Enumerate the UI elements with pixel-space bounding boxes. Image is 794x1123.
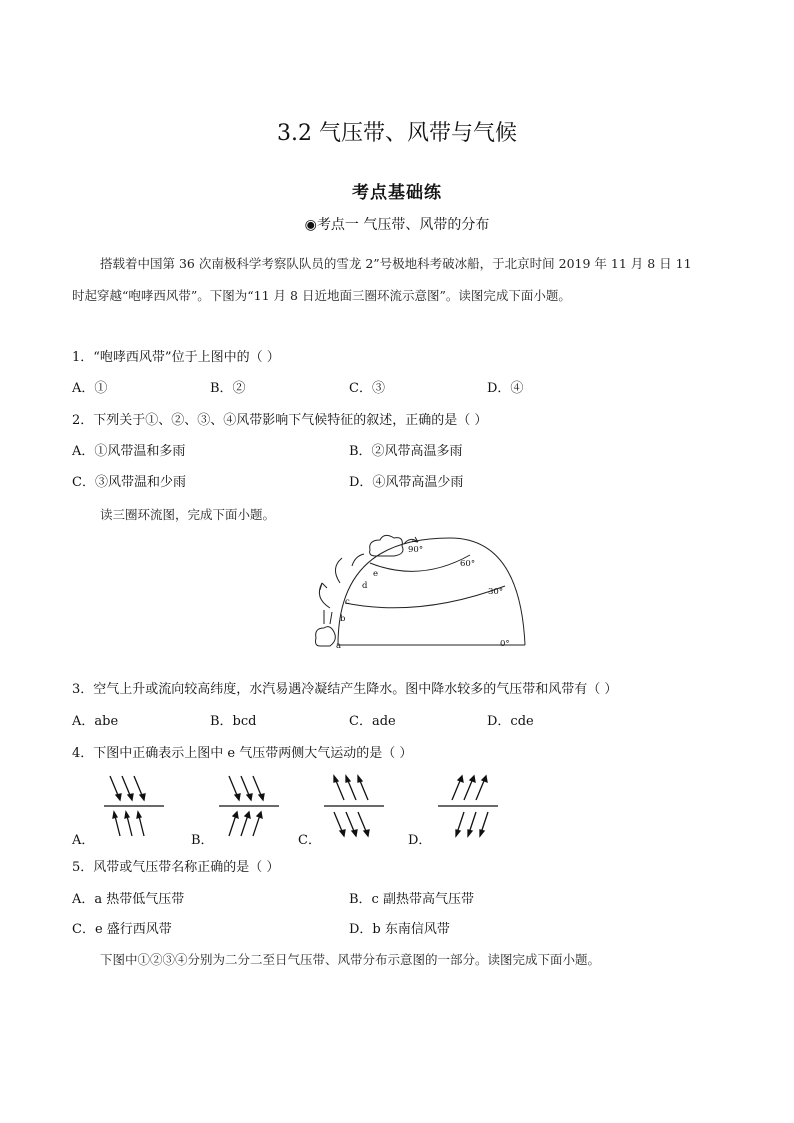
question-4-option-c[interactable]: C． bbox=[298, 833, 321, 848]
lat-label-0: 0° bbox=[500, 639, 510, 649]
question-2-option-d[interactable]: D．④风带高温少雨 bbox=[349, 475, 464, 490]
question-4-stem: 4．下图中正确表示上图中 e 气压带两侧大气运动的是（ ） bbox=[72, 746, 413, 761]
question-3-option-b[interactable]: B．bcd bbox=[210, 714, 257, 729]
closing-instruction: 下图中①②③④分别为二分二至日气压带、风带分布示意图的一部分。读图完成下面小题。 bbox=[100, 952, 601, 967]
read-instruction: 读三圈环流图，完成下面小题。 bbox=[100, 507, 276, 522]
page-subtitle: 考点基础练 bbox=[352, 183, 442, 203]
question-1-option-a[interactable]: A．① bbox=[72, 381, 108, 396]
question-1-option-b[interactable]: B．② bbox=[210, 381, 246, 396]
lat-label-30: 30° bbox=[488, 587, 504, 597]
question-2-option-c[interactable]: C．③风带温和少雨 bbox=[72, 475, 186, 490]
point-label-d: d bbox=[362, 581, 368, 591]
question-3-option-a[interactable]: A．abe bbox=[72, 714, 119, 729]
option-d-diagram bbox=[434, 770, 504, 842]
lat-label-60: 60° bbox=[460, 559, 476, 569]
point-label-e: e bbox=[373, 569, 379, 579]
question-4-option-a[interactable]: A． bbox=[72, 833, 95, 848]
lat-60-line bbox=[370, 555, 470, 571]
question-1-option-d[interactable]: D．④ bbox=[487, 381, 524, 396]
question-1-stem: 1．“咆哮西风带”位于上图中的（ ） bbox=[72, 350, 280, 365]
point-label-c: c bbox=[345, 597, 350, 607]
option-b-diagram bbox=[215, 770, 285, 842]
question-3-stem: 3．空气上升或流向较高纬度，水汽易遇冷凝结产生降水。图中降水较多的气压带和风带有（ ） bbox=[72, 682, 618, 697]
question-2-stem: 2．下列关于①、②、③、④风带影响下气候特征的叙述，正确的是（ ） bbox=[72, 413, 488, 428]
question-5-option-a[interactable]: A．a 热带低气压带 bbox=[72, 892, 185, 907]
question-5-option-b[interactable]: B．c 副热带高气压带 bbox=[349, 892, 474, 907]
equator-cloud-icon bbox=[316, 627, 336, 646]
page-title: 3.2 气压带、风带与气候 bbox=[277, 121, 517, 146]
three-cell-circulation-diagram bbox=[300, 528, 540, 660]
question-4-option-b[interactable]: B． bbox=[191, 833, 214, 848]
option-c-diagram bbox=[320, 770, 390, 842]
question-5-stem: 5．风带或气压带名称正确的是（ ） bbox=[72, 860, 280, 875]
intro-paragraph-line-2: 时起穿越“咆哮西风带”。下图为“11 月 8 日近地面三圈环流示意图”。读图完成下面小题。 bbox=[72, 288, 571, 303]
point-label-b: b bbox=[340, 614, 346, 624]
option-a-diagram bbox=[100, 770, 170, 842]
question-4-option-d[interactable]: D． bbox=[408, 833, 432, 848]
question-5-option-c[interactable]: C．e 盛行西风带 bbox=[72, 922, 172, 937]
circulation-arrow-3 bbox=[352, 554, 364, 566]
section-heading: ◉考点一 气压带、风带的分布 bbox=[304, 217, 490, 233]
lat-30-line bbox=[345, 586, 505, 608]
circulation-arrow-2 bbox=[335, 558, 342, 583]
question-2-option-b[interactable]: B．②风带高温多雨 bbox=[349, 444, 463, 459]
question-5-option-d[interactable]: D．b 东南信风带 bbox=[349, 922, 450, 937]
question-2-option-a[interactable]: A．①风带温和多雨 bbox=[72, 444, 186, 459]
point-label-a: a bbox=[336, 641, 342, 651]
lat-label-90: 90° bbox=[408, 545, 424, 555]
question-3-option-d[interactable]: D．cde bbox=[487, 714, 534, 729]
question-1-option-c[interactable]: C．③ bbox=[349, 381, 385, 396]
question-3-option-c[interactable]: C．ade bbox=[349, 714, 396, 729]
intro-paragraph-line-1: 搭载着中国第 36 次南极科学考察队队员的雪龙 2”号极地科考破冰船，于北京时间 2019 年 11 月 8 日 11 bbox=[100, 256, 692, 271]
